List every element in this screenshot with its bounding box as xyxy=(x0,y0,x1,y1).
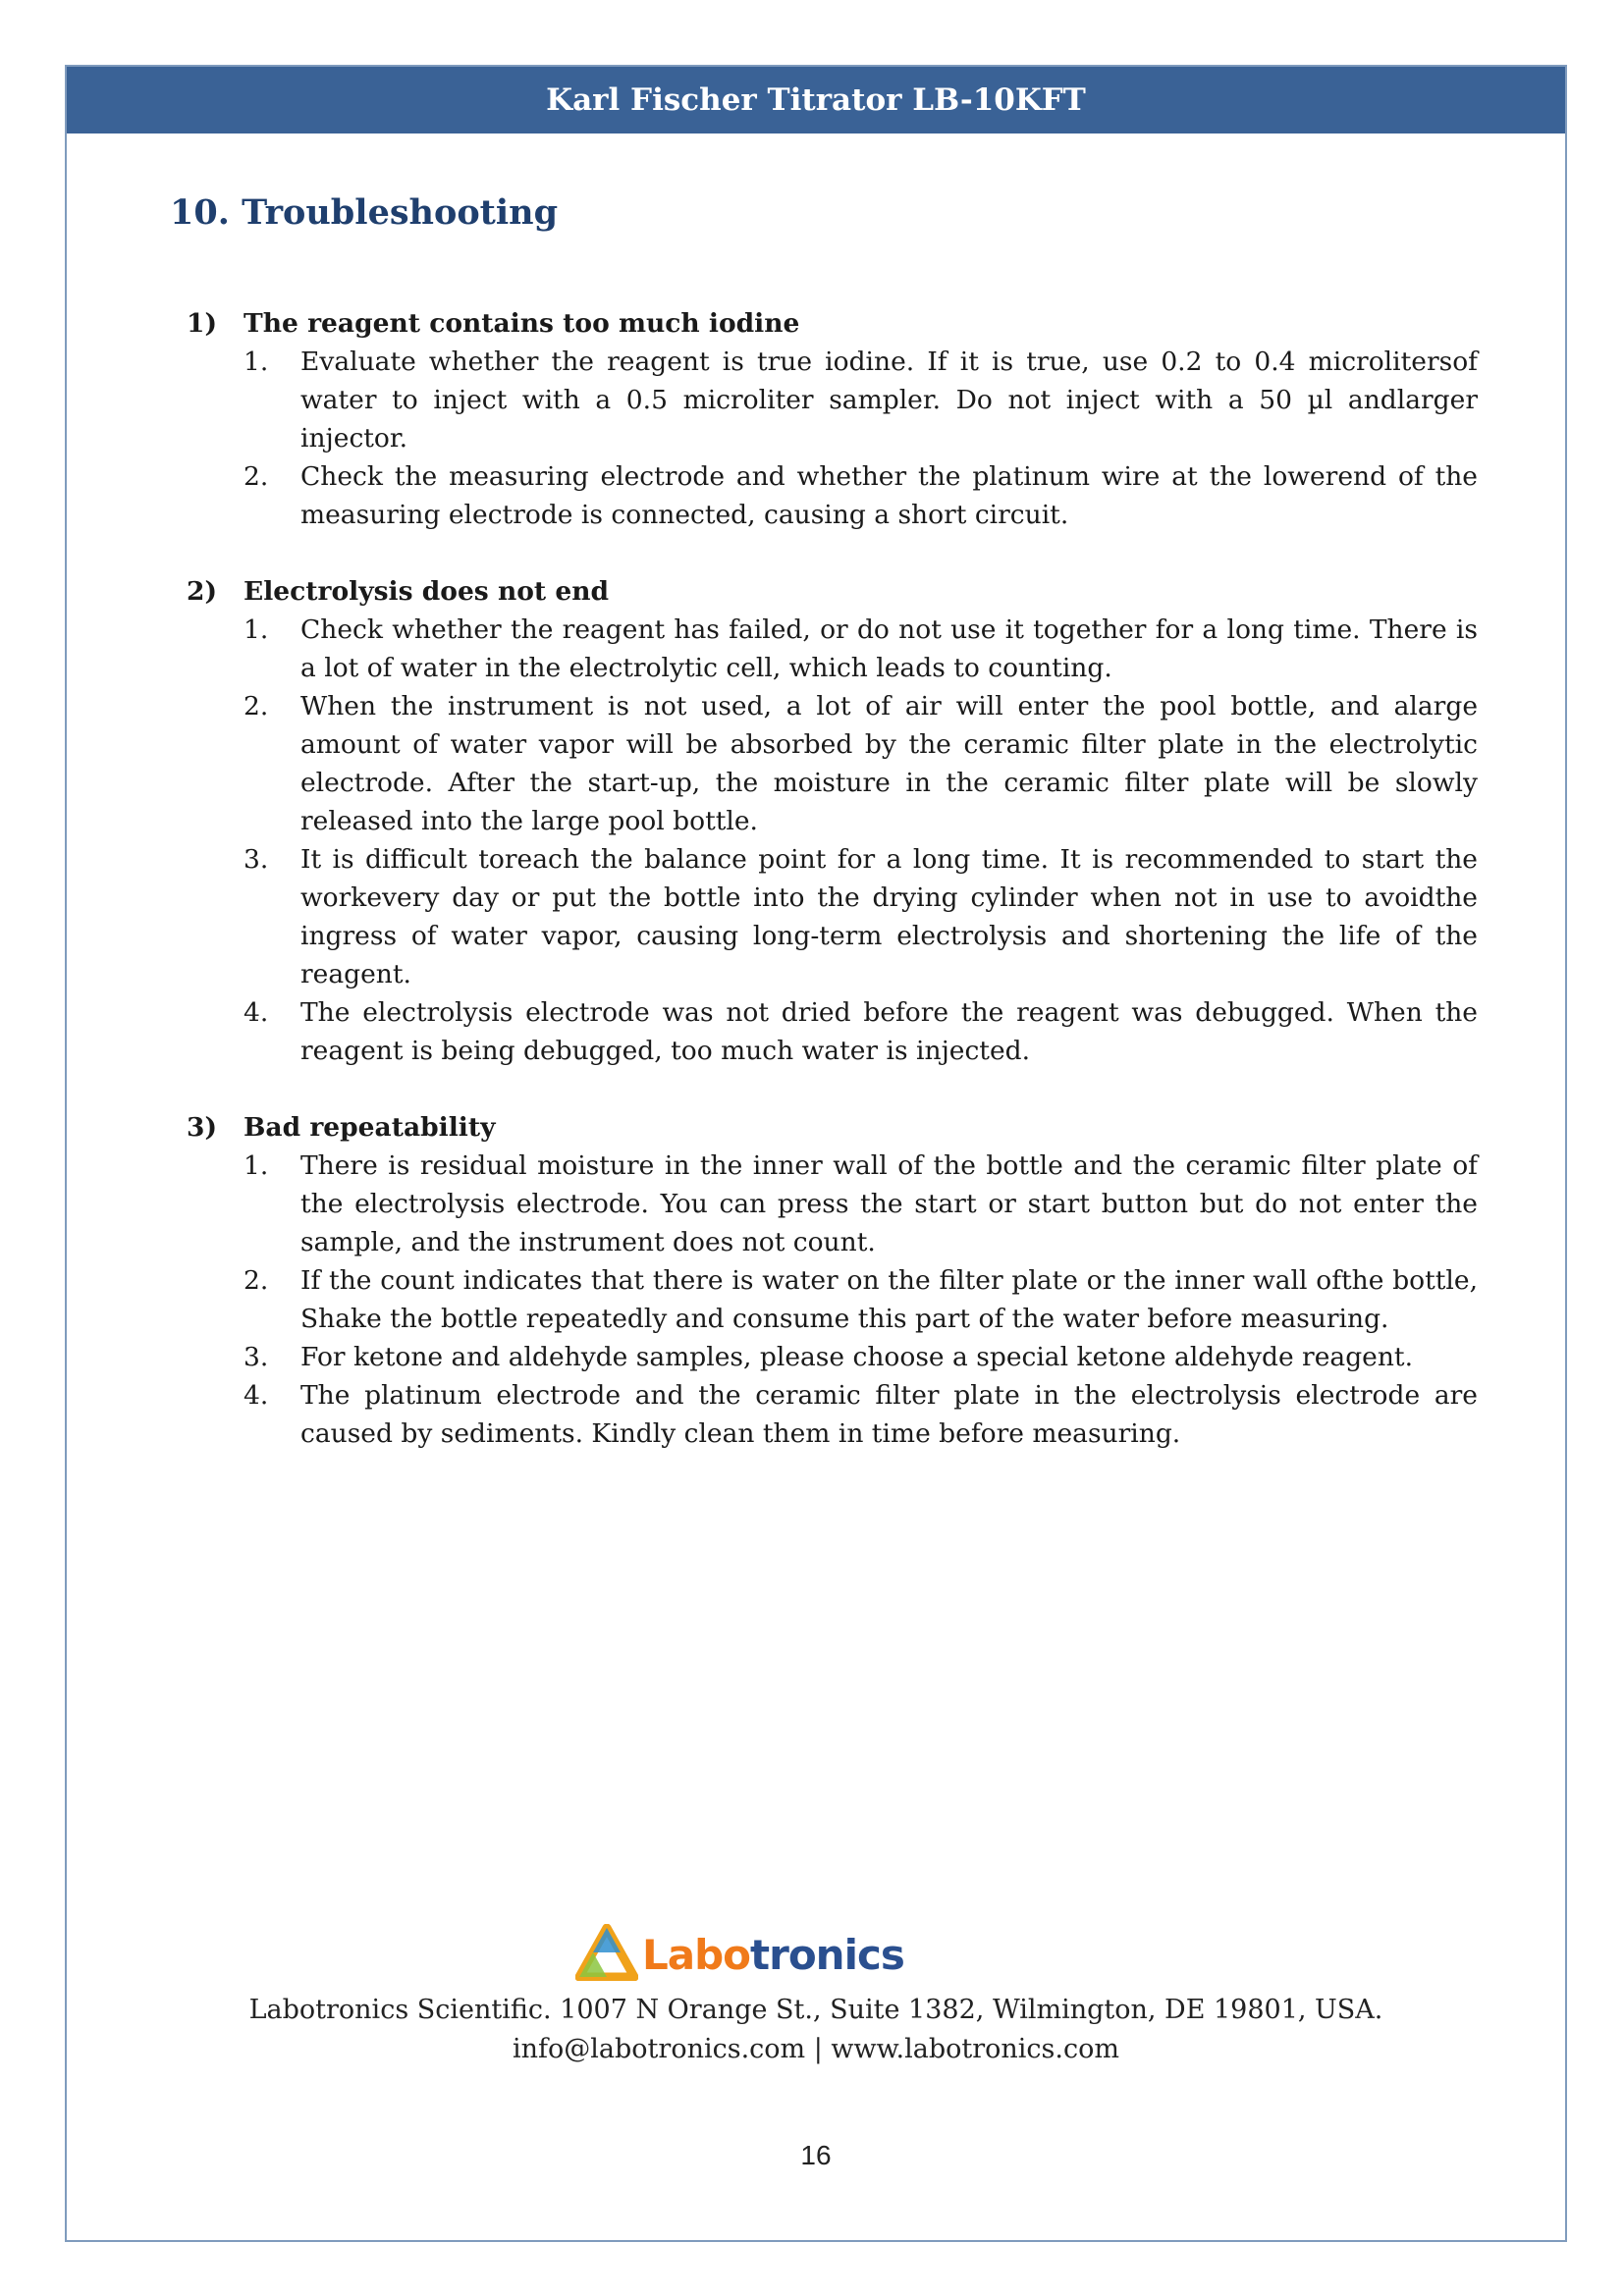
triangle-logo-icon xyxy=(575,1924,638,1985)
list-item xyxy=(187,1261,1478,1338)
item-list xyxy=(187,611,1478,1070)
list-item xyxy=(187,457,1478,534)
troubleshooting-group xyxy=(187,304,1478,534)
document-title: Karl Fischer Titrator LB-10KFT xyxy=(546,82,1086,118)
group-number: 2) xyxy=(187,576,217,607)
item-text: If the count indicates that there is water on the filter plate or the inner wall ofthe bottle, Shake the bottle repeatedly and consume this part of the water before measuring. xyxy=(300,1265,1478,1334)
labotronics-logo xyxy=(575,1924,904,1985)
footer-address: Labotronics Scientific. 1007 N Orange St., Suite 1382, Wilmington, DE 19801, USA. xyxy=(248,1995,1383,2025)
page-number: 16 xyxy=(800,2140,832,2170)
item-number: 2. xyxy=(244,1265,269,1296)
logo-wordmark xyxy=(642,1931,904,1979)
list-item xyxy=(187,993,1478,1070)
list-item xyxy=(187,687,1478,840)
group-heading-text: The reagent contains too much iodine xyxy=(244,308,800,339)
group-heading xyxy=(187,304,1478,343)
group-heading-text: Electrolysis does not end xyxy=(244,576,610,607)
troubleshooting-group xyxy=(187,572,1478,1070)
troubleshooting-content xyxy=(187,304,1478,1491)
item-text: Evaluate whether the reagent is true iodine. If it is true, use 0.2 to 0.4 microlitersof water to inject with a 0.5 microliter sampler. Do not inject with a 50 µl andlarger injector. xyxy=(300,347,1478,454)
footer-contact: info@labotronics.com | www.labotronics.com xyxy=(513,2034,1119,2064)
item-number: 1. xyxy=(244,1150,269,1181)
group-heading-text: Bad repeatability xyxy=(244,1112,496,1143)
item-number: 4. xyxy=(244,997,269,1028)
item-text: Check whether the reagent has failed, or do not use it together for a long time. There is a lot of water in the electrolytic cell, which leads to counting. xyxy=(300,614,1478,683)
item-number: 3. xyxy=(244,1342,269,1372)
list-item xyxy=(187,611,1478,687)
item-text: It is difficult toreach the balance point for a long time. It is recommended to start the workevery day or put the bottle into the drying cylinder when not in use to avoidthe ingress of water vapor, causing long-term electrolysis and shortening the life of the reagent. xyxy=(300,844,1478,989)
item-text: There is residual moisture in the inner wall of the bottle and the ceramic filter plate of the electrolysis electrode. You can press the start or start button but do not enter the sample, and the instrument does not count. xyxy=(300,1150,1478,1257)
item-number: 1. xyxy=(244,347,269,377)
item-text: For ketone and aldehyde samples, please choose a special ketone aldehyde reagent. xyxy=(300,1342,1413,1372)
list-item xyxy=(187,1338,1478,1376)
group-heading xyxy=(187,1108,1478,1147)
logo-wordmark-part2: tronics xyxy=(750,1930,904,1979)
list-item xyxy=(187,343,1478,457)
group-number: 3) xyxy=(187,1112,217,1143)
section-title: 10. Troubleshooting xyxy=(170,192,559,233)
logo-wordmark-part1: Labo xyxy=(642,1930,751,1979)
document-header xyxy=(67,67,1565,133)
list-item xyxy=(187,840,1478,993)
item-number: 3. xyxy=(244,844,269,875)
item-number: 2. xyxy=(244,461,269,492)
item-number: 2. xyxy=(244,691,269,721)
item-text: The platinum electrode and the ceramic filter plate in the electrolysis electrode are caused by sediments. Kindly clean them in time before measuring. xyxy=(300,1380,1478,1449)
item-list xyxy=(187,343,1478,534)
group-heading xyxy=(187,572,1478,611)
item-text: Check the measuring electrode and whether the platinum wire at the lowerend of the measuring electrode is connected, causing a short circuit. xyxy=(300,461,1478,530)
troubleshooting-group xyxy=(187,1108,1478,1453)
item-text: The electrolysis electrode was not dried before the reagent was debugged. When the reagent is being debugged, too much water is injected. xyxy=(300,997,1478,1066)
item-list xyxy=(187,1147,1478,1453)
item-number: 4. xyxy=(244,1380,269,1411)
item-text: When the instrument is not used, a lot of air will enter the pool bottle, and alarge amount of water vapor will be absorbed by the ceramic filter plate in the electrolytic electrode. After the start-up, the moisture in the ceramic filter plate will be slowly released into the large pool bottle. xyxy=(300,691,1478,836)
list-item xyxy=(187,1147,1478,1261)
group-number: 1) xyxy=(187,308,217,339)
item-number: 1. xyxy=(244,614,269,645)
list-item xyxy=(187,1376,1478,1453)
